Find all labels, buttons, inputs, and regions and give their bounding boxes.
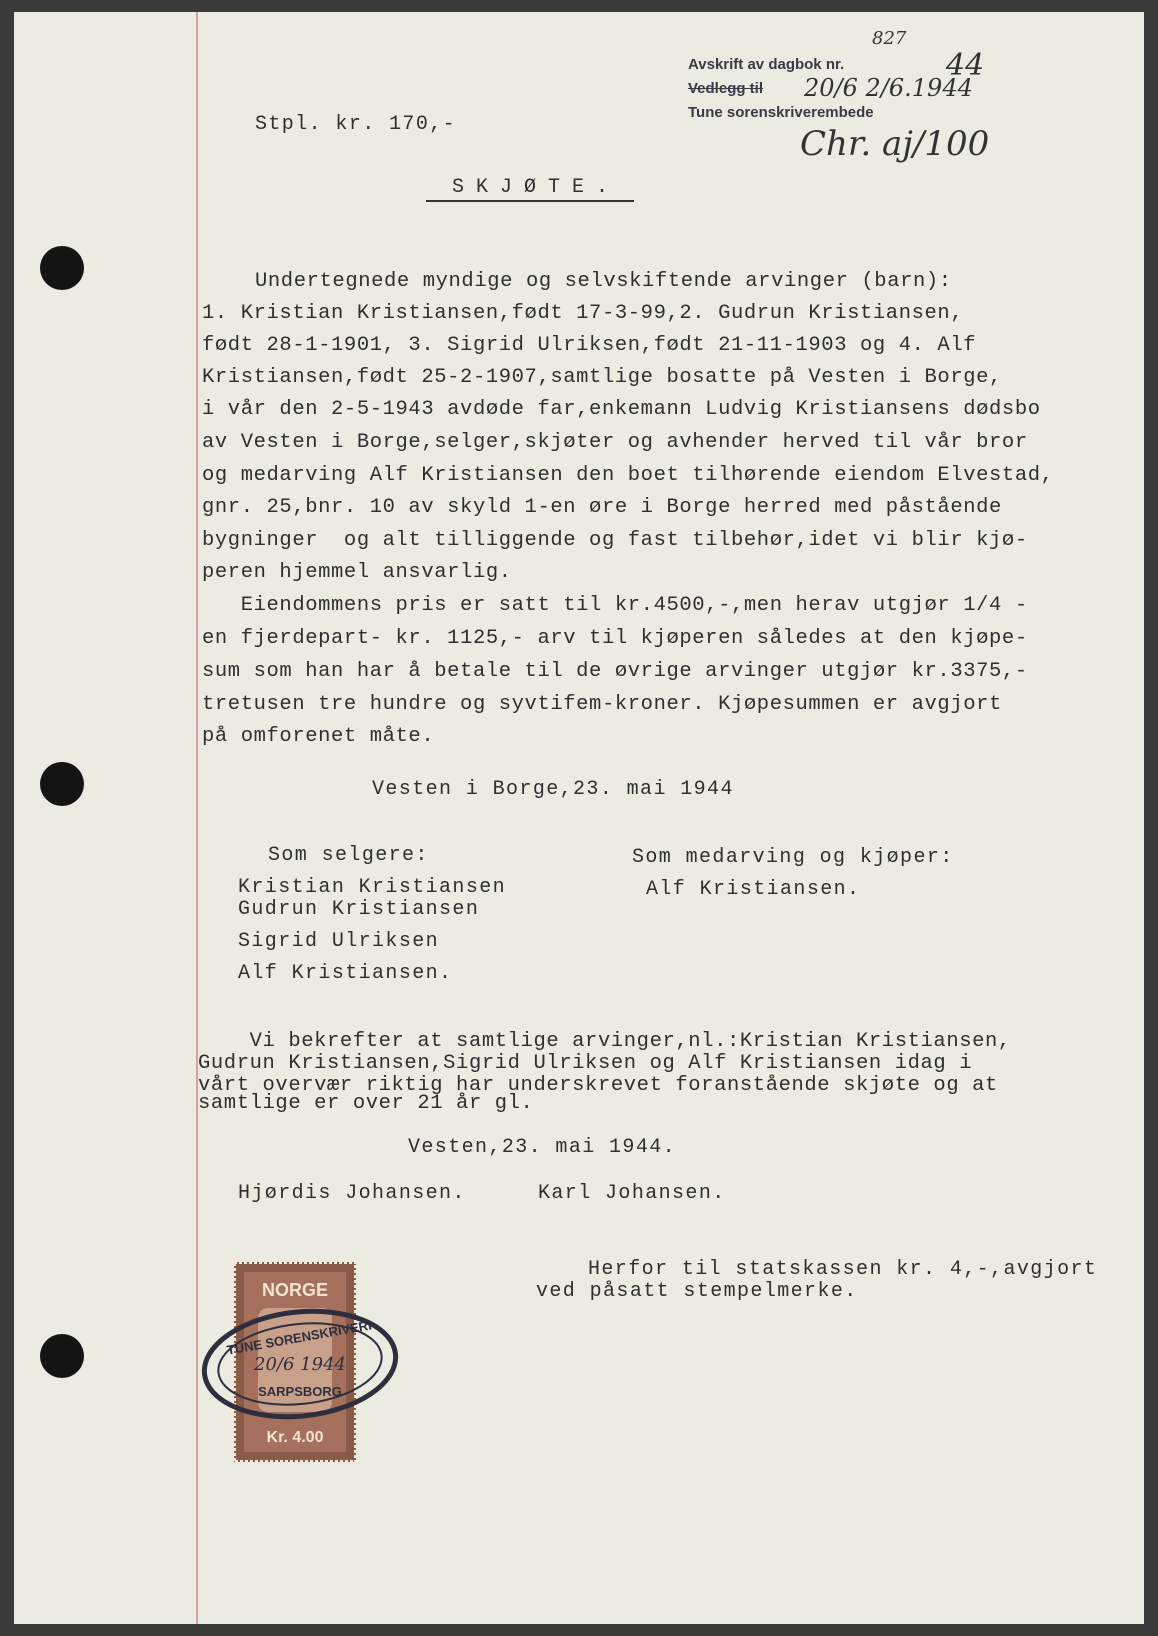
oval-date: 20/6 1944	[254, 1354, 346, 1375]
punch-hole-middle	[40, 762, 84, 806]
handwritten-number: 827	[872, 28, 907, 49]
deed-line: og medarving Alf Kristiansen den boet tilhørende eiendom Elvestad,	[202, 464, 1054, 487]
deed-line: på omforenet måte.	[202, 725, 435, 748]
seller-name: Kristian Kristiansen	[238, 876, 507, 899]
deed-line: i vår den 2-5-1943 avdøde far,enkemann Ludvig Kristiansens dødsbo	[202, 398, 1041, 421]
stamp-duty: Stpl. kr. 170,-	[255, 113, 457, 136]
place-date-1: Vesten i Borge,23. mai 1944	[372, 778, 734, 801]
witness-name: Hjørdis Johansen.	[238, 1182, 466, 1205]
deed-line: Kristiansen,født 25-2-1907,samtlige bosatte på Vesten i Borge,	[202, 366, 1002, 389]
fee-line: Herfor til statskassen kr. 4,-,avgjort	[588, 1258, 1098, 1281]
handwritten-year: 44	[946, 48, 985, 83]
witness-line: Vi bekrefter at samtlige arvinger,nl.:Kristian Kristiansen,	[198, 1030, 1011, 1053]
buyer-heading: Som medarving og kjøper:	[632, 846, 954, 869]
handwritten-initials: Chr. aj/100	[800, 124, 990, 164]
deed-line: en fjerdepart- kr. 1125,- arv til kjøperen således at den kjøpe-	[202, 627, 1028, 650]
punch-hole-bottom	[40, 1334, 84, 1378]
buyer-name: Alf Kristiansen.	[646, 878, 861, 901]
sellers-heading: Som selgere:	[268, 844, 429, 867]
registry-stamp-line3: Tune sorenskriverembede	[688, 104, 874, 121]
witness-name: Karl Johansen.	[538, 1182, 726, 1205]
deed-line: Eiendommens pris er satt til kr.4500,-,men herav utgjør 1/4 -	[202, 594, 1028, 617]
deed-line: sum som han har å betale til de øvrige arvinger utgjør kr.3375,-	[202, 660, 1028, 683]
punch-hole-top	[40, 246, 84, 290]
oval-bottom-text: SARPSBORG	[258, 1384, 342, 1399]
seller-name: Gudrun Kristiansen	[238, 898, 480, 921]
seller-name: Alf Kristiansen.	[238, 962, 453, 985]
deed-line: tretusen tre hundre og syvtifem-kroner. Kjøpesummen er avgjort	[202, 693, 1002, 716]
registry-stamp-line1: Avskrift av dagbok nr.	[688, 56, 845, 73]
deed-line: peren hjemmel ansvarlig.	[202, 561, 512, 584]
deed-line: 1. Kristian Kristiansen,født 17-3-99,2. Gudrun Kristiansen,	[202, 302, 964, 325]
title-underline	[426, 200, 634, 202]
witness-line: vårt overvær riktig har underskrevet foranstående skjøte og at	[198, 1074, 998, 1097]
deed-line: Undertegnede myndige og selvskiftende arvinger (barn):	[255, 270, 952, 293]
seller-name: Sigrid Ulriksen	[238, 930, 440, 953]
fee-line: ved påsatt stempelmerke.	[536, 1280, 858, 1303]
deed-line: født 28-1-1901, 3. Sigrid Ulriksen,født 21-11-1903 og 4. Alf	[202, 334, 977, 357]
witness-line: Gudrun Kristiansen,Sigrid Ulriksen og Alf Kristiansen idag i	[198, 1052, 973, 1075]
deed-line: av Vesten i Borge,selger,skjøter og avhender herved til vår bror	[202, 431, 1028, 454]
stamp-country: NORGE	[261, 1280, 329, 1300]
document-page	[14, 12, 1144, 1624]
deed-line: gnr. 25,bnr. 10 av skyld 1-en øre i Borge herred med påstående	[202, 496, 1002, 519]
deed-line: bygninger og alt tilliggende og fast tilbehør,idet vi blir kjø-	[202, 529, 1028, 552]
stamp-value: Kr. 4.00	[266, 1429, 324, 1446]
place-date-2: Vesten,23. mai 1944.	[408, 1136, 677, 1159]
oval-top-text: TUNE SORENSKRIVERI	[225, 1317, 373, 1358]
document-title: SKJØTE.	[452, 176, 621, 199]
handwritten-date: 20/6 2/6.1944	[804, 74, 973, 102]
witness-line: samtlige er over 21 år gl.	[198, 1092, 534, 1115]
revenue-stamp	[190, 1256, 420, 1474]
registry-stamp-line2: Vedlegg til	[688, 80, 764, 97]
